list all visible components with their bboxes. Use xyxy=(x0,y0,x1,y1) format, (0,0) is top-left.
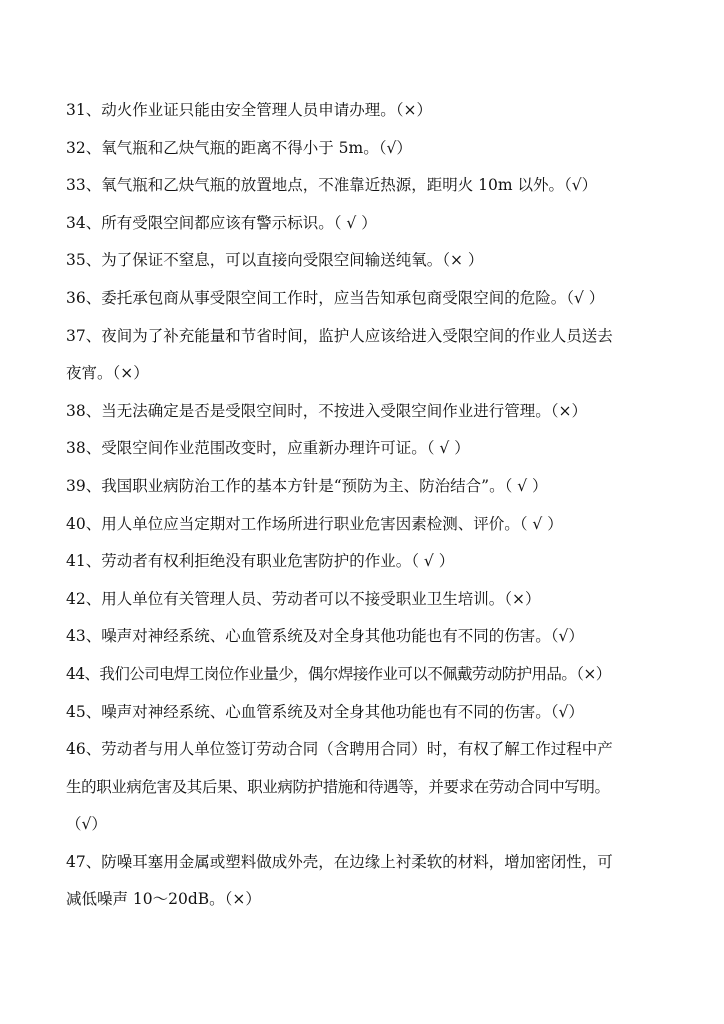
question-37-line-2: 夜宵。（×） xyxy=(66,364,149,383)
question-42: 42、用人单位有关管理人员、劳动者可以不接受职业卫生培训。（×） xyxy=(66,589,541,608)
question-45: 45、噪声对神经系统、心血管系统及对全身其他功能也有不同的伤害。（√） xyxy=(66,702,584,721)
question-37-line-1: 37、夜间为了补充能量和节省时间，监护人应该给进入受限空间的作业人员送去 xyxy=(66,326,613,345)
question-46-line-1: 46、劳动者与用人单位签订劳动合同（含聘用合同）时，有权了解工作过程中产 xyxy=(66,740,613,759)
question-44: 44、我们公司电焊工岗位作业量少，偶尔焊接作业可以不佩戴劳动防护用品。（×） xyxy=(66,664,611,683)
question-38a: 38、当无法确定是否是受限空间时，不按进入受限空间作业进行管理。（×） xyxy=(66,401,587,420)
question-47-line-1: 47、防噪耳塞用金属或塑料做成外壳，在边缘上衬柔软的材料，增加密闭性，可 xyxy=(66,852,613,871)
question-41: 41、劳动者有权利拒绝没有职业危害防护的作业。（ √ ） xyxy=(66,552,455,571)
question-40: 40、用人单位应当定期对工作场所进行职业危害因素检测、评价。（ √ ） xyxy=(66,514,563,533)
question-35: 35、为了保证不窒息，可以直接向受限空间输送纯氧。（× ） xyxy=(66,251,484,270)
question-list xyxy=(66,92,666,919)
question-33: 33、氧气瓶和乙炔气瓶的放置地点，不准靠近热源，距明火 10m 以外。（√） xyxy=(66,176,598,195)
question-31: 31、动火作业证只能由安全管理人员申请办理。（×） xyxy=(66,101,432,119)
question-39: 39、我国职业病防治工作的基本方针是“预防为主、防治结合”。（ √ ） xyxy=(66,476,548,495)
question-47-line-2: 减低噪声 10～20dB。（×） xyxy=(66,890,261,909)
question-32: 32、氧气瓶和乙炔气瓶的距离不得小于 5m。（√） xyxy=(66,138,412,157)
question-43: 43、噪声对神经系统、心血管系统及对全身其他功能也有不同的伤害。（√） xyxy=(66,627,584,646)
question-46-line-3: （√） xyxy=(66,815,107,834)
question-34: 34、所有受限空间都应该有警示标识。（ √ ） xyxy=(66,213,377,232)
question-46-line-2: 生的职业病危害及其后果、职业病防护措施和待遇等，并要求在劳动合同中写明。 xyxy=(66,777,610,796)
question-36: 36、委托承包商从事受限空间工作时，应当告知承包商受限空间的危险。（√ ） xyxy=(66,288,605,307)
question-38b: 38、受限空间作业范围改变时，应重新办理许可证。（ √ ） xyxy=(66,439,470,458)
